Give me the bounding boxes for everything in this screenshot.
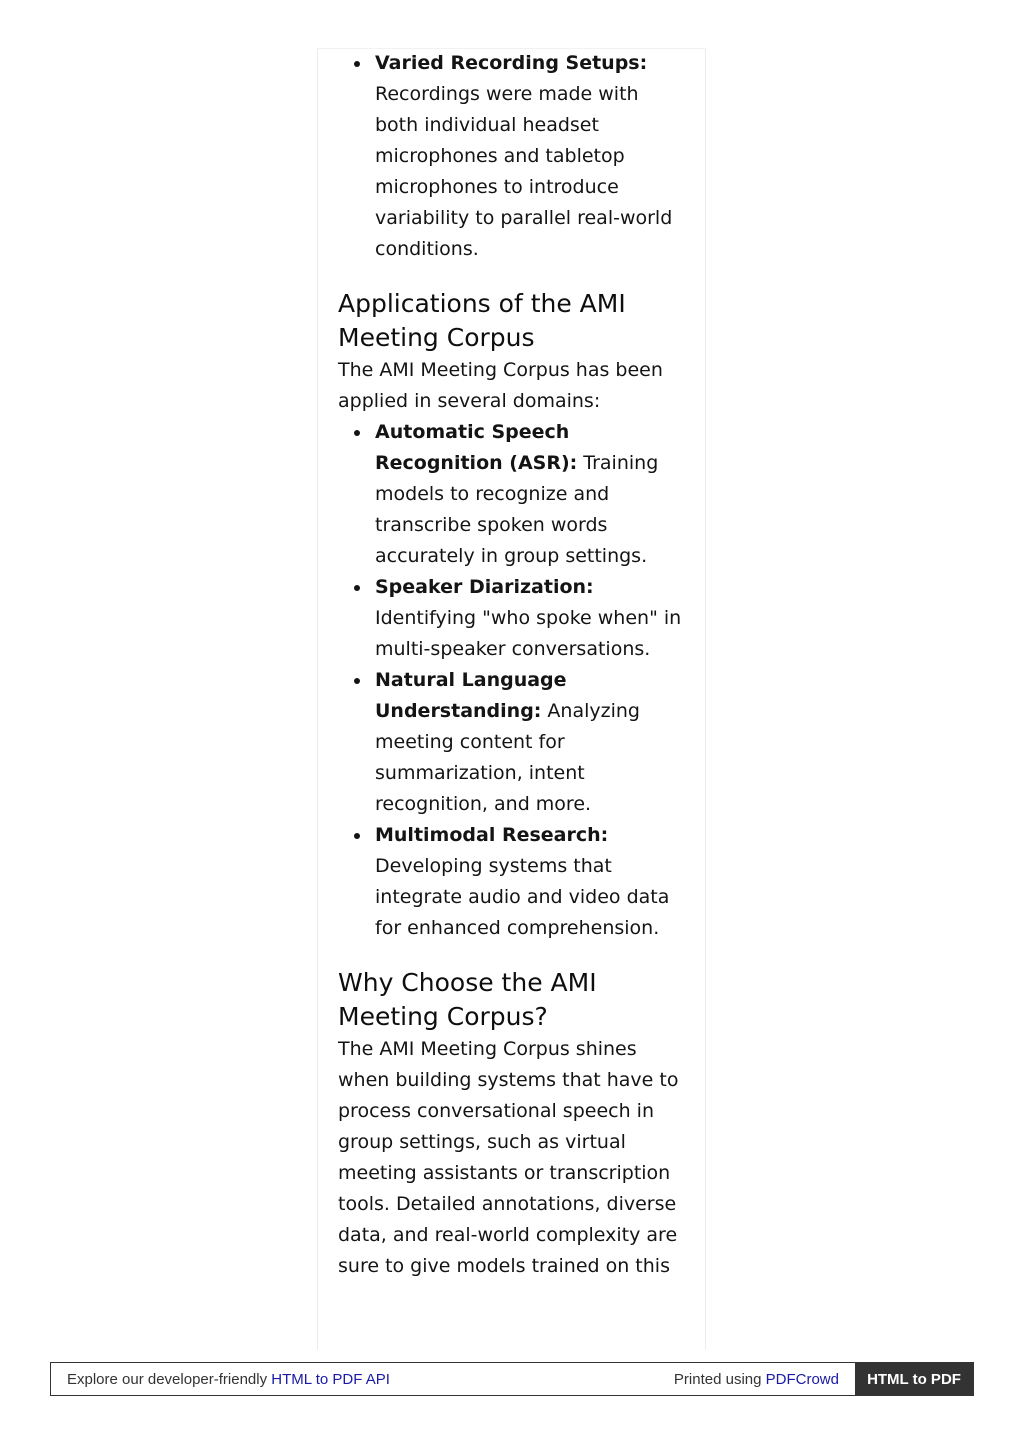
list-item-text: Developing systems that integrate audio and video data for enhanced comprehension. — [375, 855, 670, 939]
footer-explore-text: Explore our developer-friendly — [67, 1370, 272, 1388]
why-paragraph: The AMI Meeting Corpus shines when building systems that have to process conversational speech in group settings, such as virtual meeting assistants or transcription tools. Detailed annotations, diverse data, and real-world complexity are sure to give models trained on this — [338, 1038, 679, 1277]
list-item-term: Natural Language Understanding: — [375, 669, 567, 722]
list-item-text: Analyzing meeting content for summarization, intent recognition, and more. — [375, 700, 640, 815]
pdfcrowd-footer — [50, 1362, 974, 1396]
list-item — [375, 665, 683, 820]
list-item — [375, 572, 683, 665]
html-to-pdf-badge[interactable]: HTML to PDF — [855, 1363, 973, 1395]
list-item-term: Speaker Diarization: — [375, 576, 594, 598]
list-item-term: Multimodal Research: — [375, 824, 609, 846]
recording-list — [338, 48, 683, 265]
html-to-pdf-api-link[interactable]: HTML to PDF API — [271, 1370, 390, 1388]
list-item-term: Varied Recording Setups: — [375, 52, 648, 74]
list-item — [375, 820, 683, 944]
list-item — [375, 417, 683, 572]
footer-printed-text: Printed using — [673, 1370, 766, 1388]
footer-explore — [51, 1371, 674, 1388]
list-item — [375, 48, 683, 265]
list-item-term: Automatic Speech Recognition (ASR): — [375, 421, 578, 474]
list-item-text: Training models to recognize and transcribe spoken words accurately in group settings. — [375, 452, 659, 567]
applications-intro: The AMI Meeting Corpus has been applied in several domains: — [338, 359, 663, 412]
footer-printed — [674, 1371, 855, 1388]
why-heading: Why Choose the AMI Meeting Corpus? — [338, 968, 597, 1031]
article-content — [338, 48, 683, 1282]
applications-heading: Applications of the AMI Meeting Corpus — [338, 289, 626, 352]
pdfcrowd-link[interactable]: PDFCrowd — [765, 1370, 839, 1388]
list-item-text: Recordings were made with both individual headset microphones and tabletop microphones to introduce variability to parallel real-world conditions. — [375, 83, 673, 260]
list-item-text: Identifying "who spoke when" in multi-speaker conversations. — [375, 607, 682, 660]
applications-list — [338, 417, 683, 944]
